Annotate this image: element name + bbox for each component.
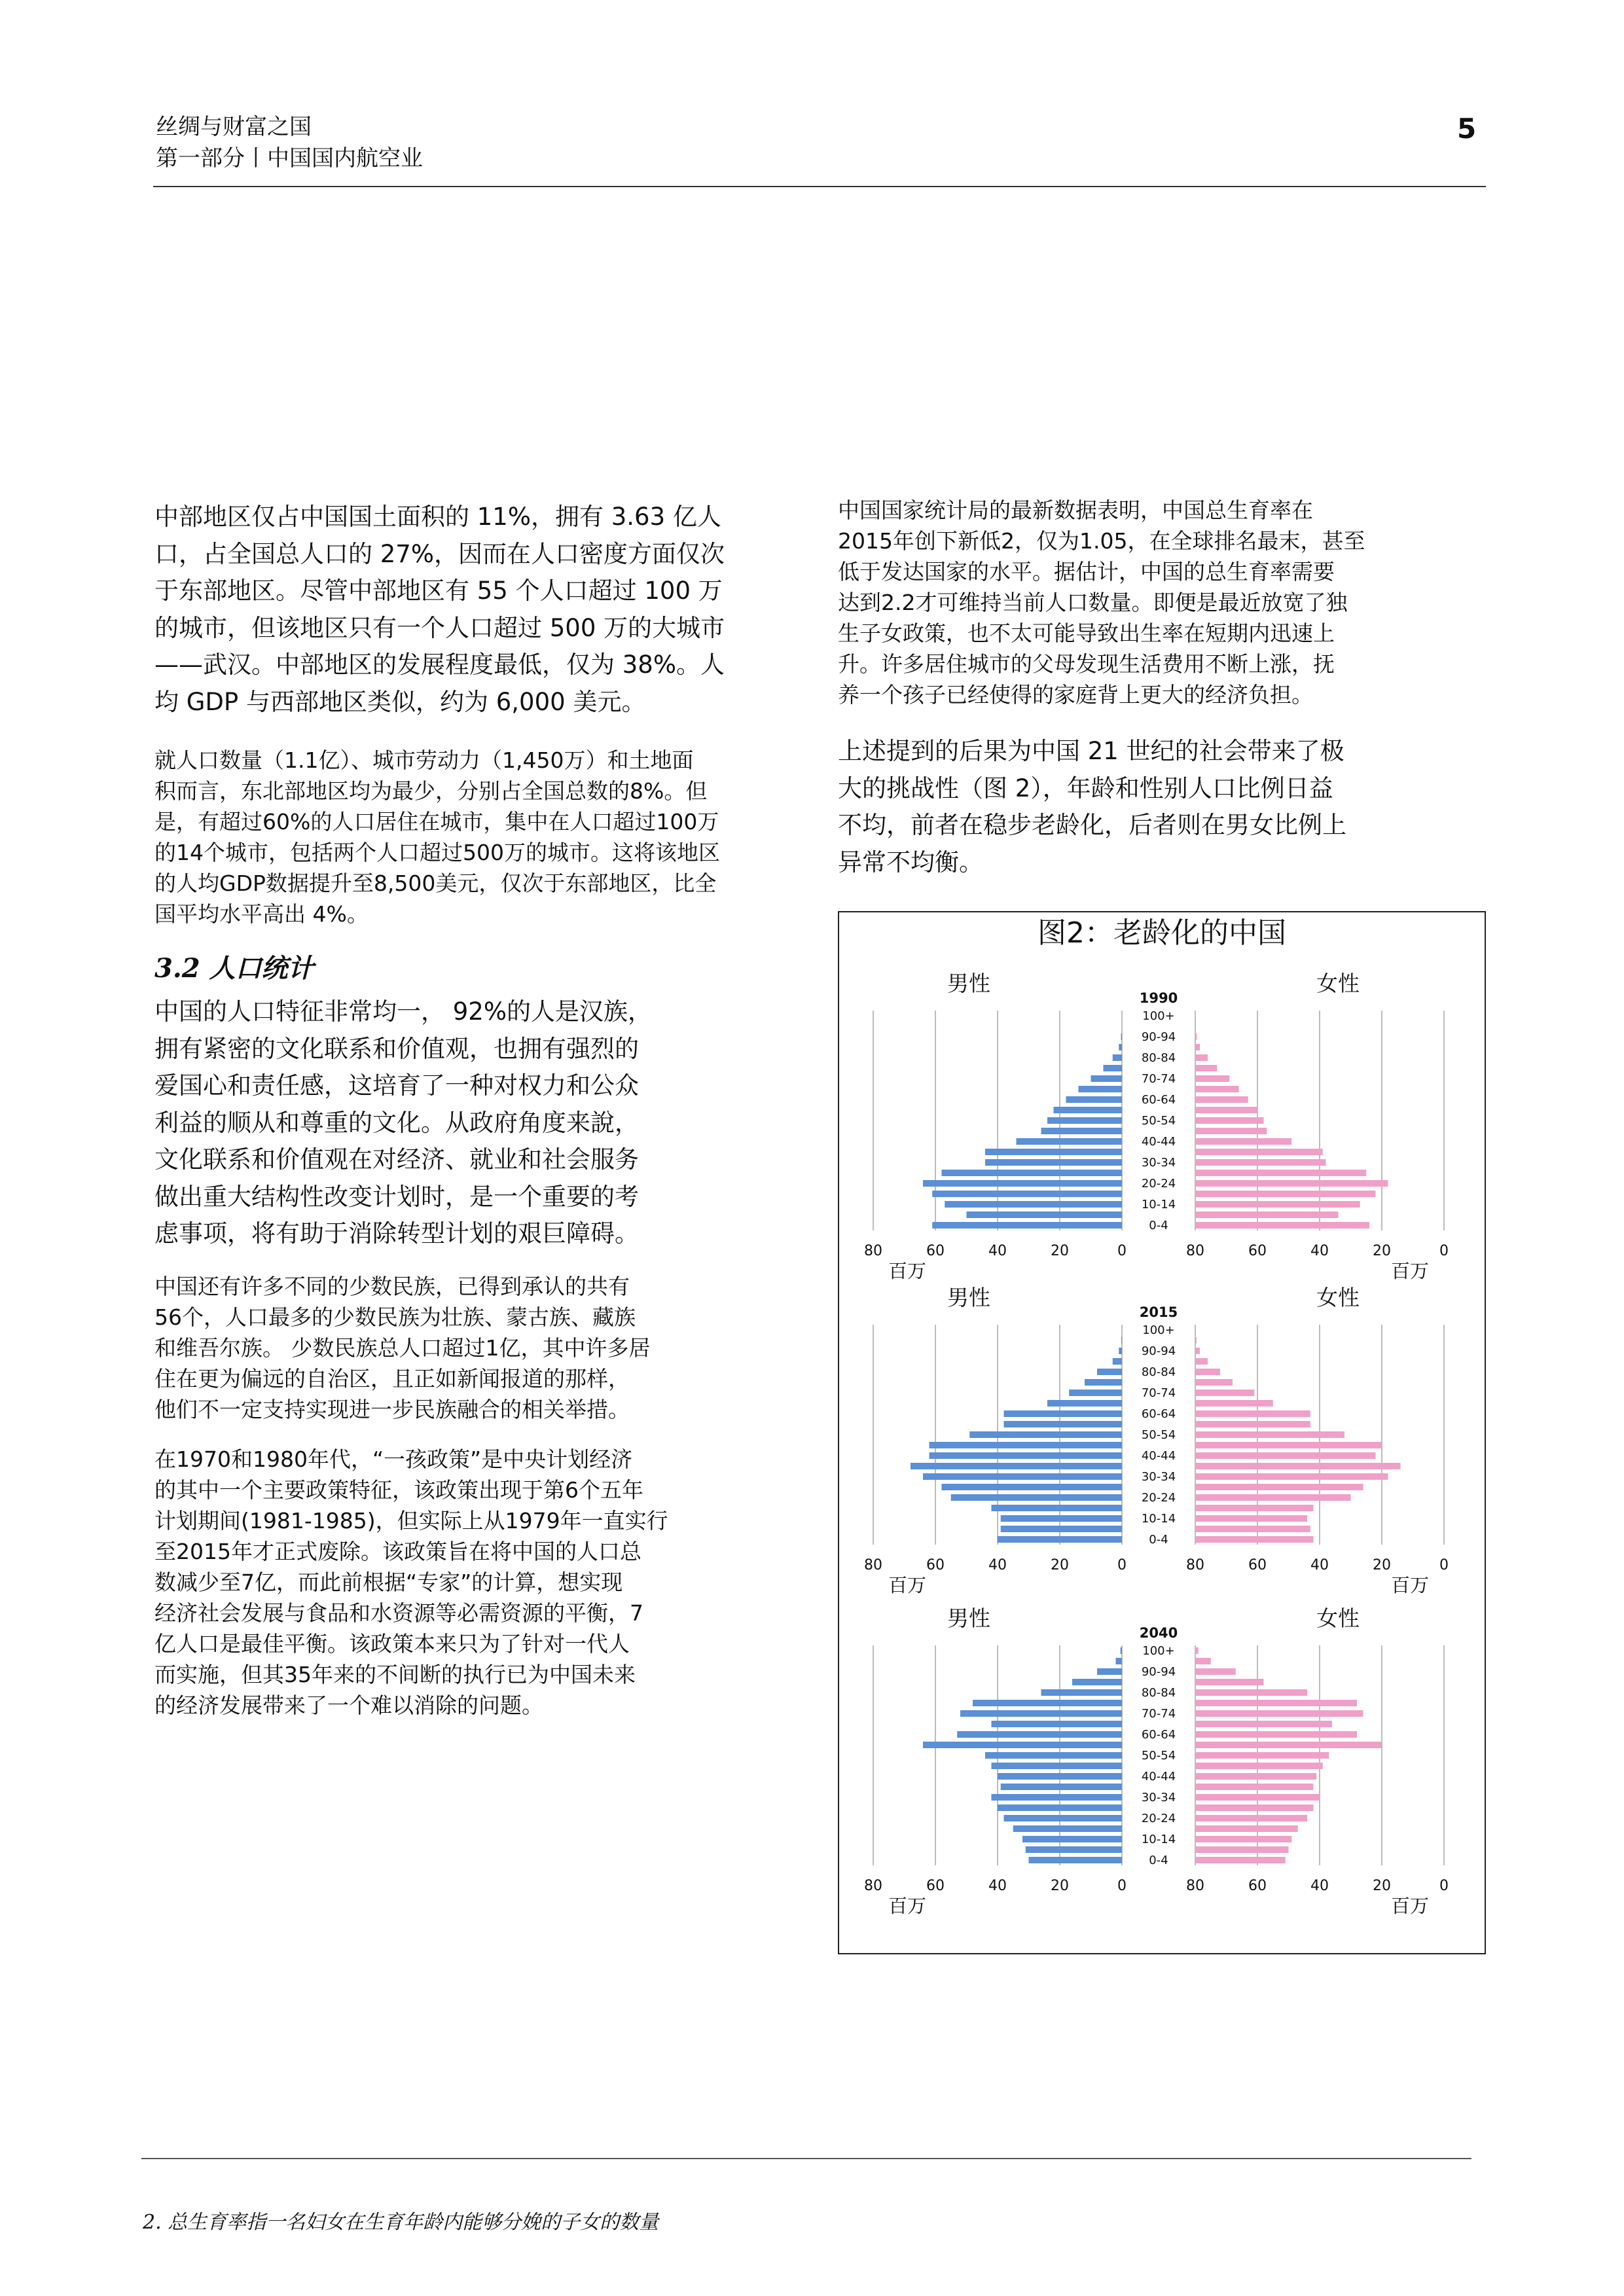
female-bar [1195,1096,1248,1103]
age-group-label: 80-84 [1141,1365,1176,1379]
male-bar [973,1700,1122,1706]
female-bar [1195,1138,1291,1145]
female-bar [1195,1463,1401,1469]
text-line: 数减少至7亿，而此前根据“专家”的计算，想实现 [154,1570,623,1595]
text-line: 生子女政策，也不太可能导致出生率在短期内迅速上 [838,620,1335,646]
female-label: 女性 [1316,971,1360,996]
female-bar [1195,1647,1199,1654]
text-line: 住在更为偏远的自治区，且正如新闻报道的那样， [154,1366,630,1391]
male-bar [929,1442,1123,1448]
male-bar [1104,1065,1123,1071]
x-tick-label: 0 [1439,1878,1449,1894]
unit-label-female: 百万 [1390,1895,1430,1917]
x-tick-label: 0 [1439,1243,1449,1259]
text-line: 中国的人口特征非常均一， 92%的人是汉族， [154,997,652,1026]
male-bar [998,1804,1122,1811]
text-line: 积而言，东北部地区均为最少，分别占全国总数的8%。但 [154,778,708,804]
male-bar [998,1773,1122,1780]
female-bar [1195,1679,1264,1685]
x-tick-label: 60 [926,1243,945,1259]
female-bar [1195,1075,1229,1082]
male-bar [942,1170,1123,1176]
text-line: 升。许多居住城市的父母发现生活费用不断上涨，抚 [838,651,1335,677]
x-tick-label: 20 [1051,1878,1069,1894]
male-bar [929,1452,1123,1459]
female-bar [1195,1211,1339,1218]
male-label: 男性 [947,971,990,996]
x-tick-label: 0 [1117,1243,1127,1259]
x-tick-label: 40 [988,1878,1007,1894]
x-tick-label: 0 [1439,1557,1449,1573]
population-pyramid-chart [839,912,1485,1953]
text-line: 养一个孩子已经使得的家庭背上更大的经济负担。 [838,682,1313,708]
x-tick-label: 20 [1373,1243,1391,1259]
male-bar [1079,1086,1123,1092]
male-bar [945,1201,1122,1208]
age-group-label: 90-94 [1141,1344,1176,1358]
female-bar [1195,1710,1363,1717]
male-bar [1013,1825,1122,1832]
x-tick-label: 80 [864,1557,882,1573]
female-bar [1195,1825,1298,1832]
age-group-label: 40-44 [1141,1770,1176,1784]
age-group-label: 0-4 [1149,1854,1168,1867]
x-tick-label: 60 [926,1878,945,1894]
male-bar [967,1211,1123,1218]
age-group-label: 90-94 [1141,1665,1176,1679]
page-number: 5 [1457,113,1477,145]
age-group-label: 100+ [1142,1009,1175,1023]
male-bar [1017,1138,1123,1145]
male-bar [1091,1075,1123,1082]
male-bar [985,1752,1122,1759]
male-bar [1097,1369,1122,1375]
female-bar [1195,1515,1307,1522]
text-line: 的其中一个主要政策特征，该政策出现于第6个五年 [154,1477,643,1503]
unit-label-male: 百万 [888,1260,927,1282]
x-tick-label: 80 [1186,1243,1204,1259]
male-bar [998,1536,1122,1543]
female-bar [1195,1442,1382,1448]
age-group-label: 60-64 [1141,1728,1176,1742]
text-line: ——武汉。中部地区的发展程度最低，仅为 38%。人 [154,651,725,679]
age-group-label: 20-24 [1141,1491,1176,1505]
female-bar [1195,1421,1310,1427]
age-group-label: 50-54 [1141,1428,1176,1442]
male-bar [911,1463,1122,1469]
header-divider [153,186,1486,187]
text-line: 的14个城市，包括两个人口超过500万的城市。这将该地区 [154,840,720,865]
x-tick-label: 60 [1248,1243,1267,1259]
male-bar [1119,1348,1122,1354]
female-bar [1195,1752,1329,1759]
x-tick-label: 80 [1186,1878,1204,1894]
male-bar [1001,1526,1122,1532]
male-bar [1022,1836,1122,1842]
male-bar [932,1222,1122,1229]
female-bar [1195,1033,1197,1040]
male-bar [1054,1107,1123,1113]
text-line: 虑事项，将有助于消除转型计划的艰巨障碍。 [154,1219,639,1247]
female-bar [1195,1668,1236,1675]
age-group-label: 10-14 [1141,1512,1176,1526]
male-bar [1026,1846,1122,1853]
female-bar [1195,1201,1360,1208]
text-line: 不均，前者在稳步老龄化，后者则在男女比例上 [838,811,1346,839]
female-bar [1195,1689,1307,1696]
male-bar [1072,1679,1122,1685]
age-group-label: 40-44 [1141,1135,1176,1149]
female-bar [1195,1452,1376,1459]
figure-aging-china [838,911,1486,1954]
text-line: 利益的顺从和尊重的文化。从政府角度来說， [154,1108,639,1137]
female-bar [1195,1348,1200,1354]
text-line: 均 GDP 与西部地区类似，约为 6,000 美元。 [154,687,646,716]
female-bar [1195,1149,1323,1155]
age-group-label: 20-24 [1141,1177,1176,1191]
female-bar [1195,1484,1363,1490]
x-tick-label: 80 [1186,1557,1204,1573]
text-line: 爱国心和责任感，这培育了一种对权力和公众 [154,1071,639,1100]
female-bar [1195,1526,1310,1532]
text-line: 国平均水平高出 4%。 [154,901,369,927]
age-group-label: 40-44 [1141,1449,1176,1463]
text-line: 的城市，但该地区只有一个人口超过 500 万的大城市 [154,613,725,642]
unit-label-male: 百万 [888,1895,927,1917]
male-bar [923,1180,1122,1187]
age-group-label: 30-34 [1141,1791,1176,1804]
paragraph-northeast-region [154,745,720,929]
x-tick-label: 20 [1373,1557,1391,1573]
age-group-label: 60-64 [1141,1093,1176,1107]
text-line: 而实施，但其35年来的不间断的执行已为中国未来 [154,1662,636,1687]
male-bar [1121,1033,1122,1040]
unit-label-female: 百万 [1390,1574,1430,1596]
male-bar [1004,1421,1123,1427]
age-group-label: 30-34 [1141,1156,1176,1170]
text-line: 他们不一定支持实现进一步民族融合的相关举措。 [154,1397,630,1422]
female-bar [1195,1400,1273,1407]
male-bar [992,1721,1123,1727]
male-bar [1001,1784,1122,1790]
x-tick-label: 20 [1051,1557,1069,1573]
age-group-label: 70-74 [1141,1072,1176,1086]
x-tick-label: 60 [1248,1878,1267,1894]
male-bar [1085,1379,1122,1386]
x-tick-label: 0 [1117,1878,1127,1894]
text-line: 口，占全国总人口的 27%，因而在人口密度方面仅次 [154,539,725,568]
female-bar [1195,1815,1307,1821]
male-bar [1041,1128,1123,1134]
x-tick-label: 60 [1248,1557,1267,1573]
paragraph-one-child-policy [154,1444,668,1721]
male-bar [923,1473,1122,1480]
male-bar [1041,1689,1123,1696]
unit-label-male: 百万 [888,1574,927,1596]
unit-label-female: 百万 [1390,1260,1430,1282]
x-tick-label: 40 [1310,1557,1329,1573]
age-group-label: 80-84 [1141,1051,1176,1065]
paragraph-consequences [838,733,1346,881]
male-bar [1004,1815,1123,1821]
text-line: 中国国家统计局的最新数据表明，中国总生育率在 [838,497,1313,523]
female-bar [1195,1494,1351,1501]
female-bar [1195,1473,1388,1480]
male-bar [992,1763,1123,1769]
paragraph-fertility-rate [838,495,1365,710]
age-group-label: 100+ [1142,1644,1175,1658]
female-bar [1195,1505,1314,1511]
female-bar [1195,1731,1357,1738]
x-tick-label: 20 [1051,1243,1069,1259]
male-bar [1119,1044,1122,1050]
male-bar [1004,1410,1123,1417]
female-bar [1195,1170,1366,1176]
female-bar [1195,1794,1320,1801]
male-bar [1116,1658,1123,1664]
female-bar [1195,1836,1291,1842]
age-group-label: 0-4 [1149,1533,1168,1547]
text-line: 中国还有许多不同的少数民族，已得到承认的共有 [154,1274,630,1299]
panel-year-label: 2040 [1139,1625,1178,1641]
female-bar [1195,1857,1286,1863]
paragraph-central-region [154,499,725,721]
running-header-section: 第一部分丨中国国内航空业 [156,145,423,171]
x-tick-label: 80 [864,1878,882,1894]
female-bar [1195,1180,1388,1187]
age-group-label: 30-34 [1141,1470,1176,1484]
female-label: 女性 [1316,1605,1360,1631]
female-bar [1195,1784,1314,1790]
female-bar [1195,1369,1220,1375]
female-bar [1195,1410,1310,1417]
age-group-label: 60-64 [1141,1407,1176,1421]
text-line: 大的挑战性（图 2），年龄和性别人口比例日益 [838,774,1333,802]
male-bar [1121,1647,1122,1654]
text-line: 上述提到的后果为中国 21 世纪的社会带来了极 [838,737,1344,765]
text-line: 亿人口是最佳平衡。该政策本来只为了针对一代人 [154,1631,630,1657]
female-label: 女性 [1316,1285,1360,1310]
age-group-label: 10-14 [1141,1833,1176,1846]
text-line: 于东部地区。尽管中部地区有 55 个人口超过 100 万 [154,577,723,605]
female-bar [1195,1086,1239,1092]
female-bar [1195,1658,1211,1664]
text-line: 达到2.2才可维持当前人口数量。即便是最近放宽了独 [838,590,1348,615]
female-bar [1195,1107,1257,1113]
female-bar [1195,1358,1208,1365]
text-line: 异常不均衡。 [838,848,983,876]
female-bar [1195,1117,1264,1124]
text-line: 和维吾尔族。 少数民族总人口超过1亿，其中许多居 [154,1335,651,1361]
age-group-label: 20-24 [1141,1812,1176,1825]
x-tick-label: 20 [1373,1878,1391,1894]
text-line: 做出重大结构性改变计划时，是一个重要的考 [154,1182,639,1211]
age-group-label: 50-54 [1141,1749,1176,1763]
female-bar [1195,1191,1376,1197]
female-bar [1195,1773,1316,1780]
text-line: 经济社会发展与食品和水资源等必需资源的平衡，7 [154,1600,643,1626]
text-line: 至2015年才正式废除。该政策旨在将中国的人口总 [154,1539,641,1564]
text-line: 低于发达国家的水平。据估计，中国的总生育率需要 [838,559,1335,584]
panel-year-label: 1990 [1139,990,1178,1006]
female-bar [1195,1337,1197,1344]
male-bar [957,1731,1122,1738]
female-bar [1195,1846,1289,1853]
footnote: 2. 总生育率指一名妇女在生育年龄内能够分娩的子女的数量 [143,2211,659,2234]
male-bar [992,1505,1123,1511]
male-bar [1121,1337,1122,1344]
female-bar [1195,1379,1233,1386]
age-group-label: 70-74 [1141,1386,1176,1400]
female-bar [1195,1536,1314,1543]
age-group-label: 0-4 [1149,1219,1168,1232]
male-label: 男性 [947,1605,990,1631]
male-bar [1047,1117,1122,1124]
male-bar [985,1149,1122,1155]
age-group-label: 70-74 [1141,1707,1176,1721]
x-tick-label: 40 [1310,1878,1329,1894]
age-group-label: 90-94 [1141,1030,1176,1044]
text-line: 拥有紧密的文化联系和价值观，也拥有强烈的 [154,1034,639,1063]
text-line: 在1970和1980年代，“一孩政策”是中央计划经济 [154,1446,633,1472]
female-bar [1195,1128,1267,1134]
male-bar [960,1710,1122,1717]
male-bar [1069,1390,1122,1396]
male-bar [1113,1358,1122,1365]
x-tick-label: 40 [988,1557,1007,1573]
female-bar [1195,1390,1254,1396]
text-line: 56个，人口最多的少数民族为壮族、蒙古族、藏族 [154,1304,636,1330]
text-line: 是，有超过60%的人口居住在城市，集中在人口超过100万 [154,809,719,834]
male-bar [1097,1668,1122,1675]
text-line: 2015年创下新低2，仅为1.05，在全球排名最末，甚至 [838,528,1365,554]
female-bar [1195,1721,1332,1727]
female-bar [1195,1431,1344,1438]
male-bar [1047,1400,1122,1407]
male-bar [932,1191,1122,1197]
panel-year-label: 2015 [1139,1304,1178,1320]
x-tick-label: 0 [1117,1557,1127,1573]
age-group-label: 100+ [1142,1323,1175,1337]
x-tick-label: 40 [1310,1243,1329,1259]
x-tick-label: 40 [988,1243,1007,1259]
female-bar [1195,1222,1369,1229]
male-bar [923,1742,1122,1748]
male-bar [951,1494,1122,1501]
male-bar [1001,1515,1122,1522]
running-header-title: 丝绸与财富之国 [156,114,312,140]
age-group-label: 80-84 [1141,1686,1176,1700]
male-bar [942,1484,1123,1490]
female-bar [1195,1054,1208,1061]
footnote-divider [141,2158,1471,2159]
x-tick-label: 80 [864,1243,882,1259]
female-bar [1195,1159,1326,1166]
section-heading-demographics: 3.2 人口统计 [154,953,314,984]
female-bar [1195,1804,1314,1811]
age-group-label: 50-54 [1141,1114,1176,1128]
text-line: 就人口数量（1.1亿）、城市劳动力（1,450万）和土地面 [154,747,694,773]
female-bar [1195,1700,1357,1706]
male-bar [1113,1054,1122,1061]
chart-title: 图2：老龄化的中国 [1038,916,1286,950]
male-bar [1066,1096,1123,1103]
age-group-label: 10-14 [1141,1198,1176,1211]
x-tick-label: 60 [926,1557,945,1573]
female-bar [1195,1763,1323,1769]
text-line: 的经济发展带来了一个难以消除的问题。 [154,1693,543,1718]
text-line: 的人均GDP数据提升至8,500美元，仅次于东部地区，比全 [154,870,717,896]
male-label: 男性 [947,1285,990,1310]
female-bar [1195,1065,1217,1071]
male-bar [969,1431,1122,1438]
text-line: 中部地区仅占中国国土面积的 11%，拥有 3.63 亿人 [154,503,721,531]
text-line: 计划期间(1981-1985)，但实际上从1979年一直实行 [154,1508,668,1534]
text-line: 文化联系和价值观在对经济、就业和社会服务 [154,1145,639,1174]
female-bar [1195,1742,1382,1748]
female-bar [1195,1044,1200,1050]
male-bar [992,1794,1123,1801]
paragraph-minorities [154,1271,651,1425]
paragraph-demographics [154,994,652,1253]
male-bar [1029,1857,1123,1863]
male-bar [985,1159,1122,1166]
